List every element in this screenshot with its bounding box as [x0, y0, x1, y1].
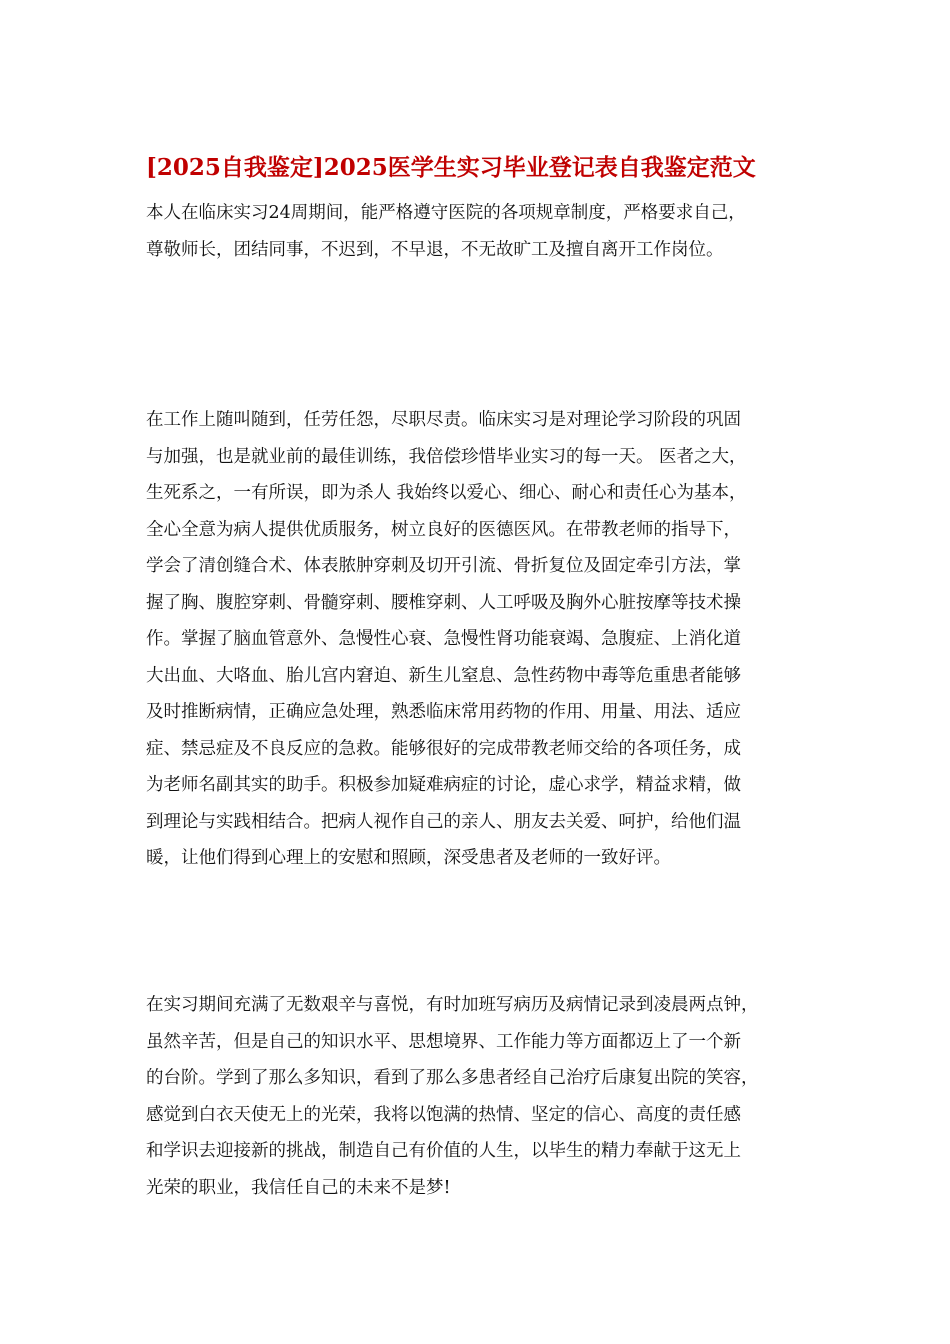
paragraph-line: 学会了清创缝合术、体表脓肿穿刺及切开引流、骨折复位及固定牵引方法，掌	[146, 556, 741, 576]
paragraph-line: 生死系之，一有所误，即为杀人 我始终以爱心、细心、耐心和责任心为基本，	[146, 483, 747, 503]
paragraph-line: 和学识去迎接新的挑战，制造自己有价值的人生，以毕生的精力奉献于这无上	[146, 1141, 741, 1161]
paragraph-work	[146, 402, 846, 877]
paragraph-line: 全心全意为病人提供优质服务，树立良好的医德医风。在带教老师的指导下，	[146, 519, 741, 540]
paragraph-line: 与加强，也是就业前的最佳训练，我倍偿珍惜毕业实习的每一天。 医者之大，	[146, 446, 747, 467]
paragraph-intro	[146, 195, 846, 268]
paragraph-line: 到理论与实践相结合。把病人视作自己的亲人、朋友去关爱、呵护，给他们温	[146, 811, 741, 832]
paragraph-line: 症、禁忌症及不良反应的急救。能够很好的完成带教老师交给的各项任务，成	[146, 738, 741, 759]
paragraph-line: 大出血、大咯血、胎儿宫内窘迫、新生儿窒息、急性药物中毒等危重患者能够	[146, 665, 741, 686]
paragraph-line: 感觉到白衣天使无上的光荣，我将以饱满的热情、坚定的信心、高度的责任感	[146, 1104, 741, 1125]
paragraph-line: 虽然辛苦，但是自己的知识水平、思想境界、工作能力等方面都迈上了一个新	[146, 1031, 741, 1052]
paragraph-line: 的台阶。学到了那么多知识，看到了那么多患者经自己治疗后康复出院的笑容，	[146, 1068, 759, 1088]
paragraph-line: 本人在临床实习24周期间，能严格遵守医院的各项规章制度，严格要求自己，	[146, 203, 746, 223]
document-title: [2025自我鉴定]2025医学生实习毕业登记表自我鉴定范文	[146, 154, 756, 181]
paragraph-line: 尊敬师长，团结同事，不迟到，不早退，不无故旷工及擅自离开工作岗位。	[146, 239, 724, 260]
paragraph-line: 在工作上随叫随到，任劳任怨，尽职尽责。临床实习是对理论学习阶段的巩固	[146, 410, 741, 430]
paragraph-line: 暖，让他们得到心理上的安慰和照顾，深受患者及老师的一致好评。	[146, 848, 671, 868]
paragraph-line: 光荣的职业，我信任自己的未来不是梦!	[146, 1177, 451, 1198]
paragraph-line: 及时推断病情，正确应急处理，熟悉临床常用药物的作用、用量、用法、适应	[146, 702, 741, 722]
paragraph-line: 作。掌握了脑血管意外、急慢性心衰、急慢性肾功能衰竭、急腹症、上消化道	[146, 629, 741, 649]
paragraph-line: 握了胸、腹腔穿刺、骨髓穿刺、腰椎穿刺、人工呼吸及胸外心脏按摩等技术操	[146, 592, 741, 613]
paragraph-conclusion	[146, 987, 846, 1206]
paragraph-line: 在实习期间充满了无数艰辛与喜悦，有时加班写病历及病情记录到凌晨两点钟，	[146, 995, 759, 1015]
paragraph-line: 为老师名副其实的助手。积极参加疑难病症的讨论，虚心求学，精益求精，做	[146, 775, 741, 795]
